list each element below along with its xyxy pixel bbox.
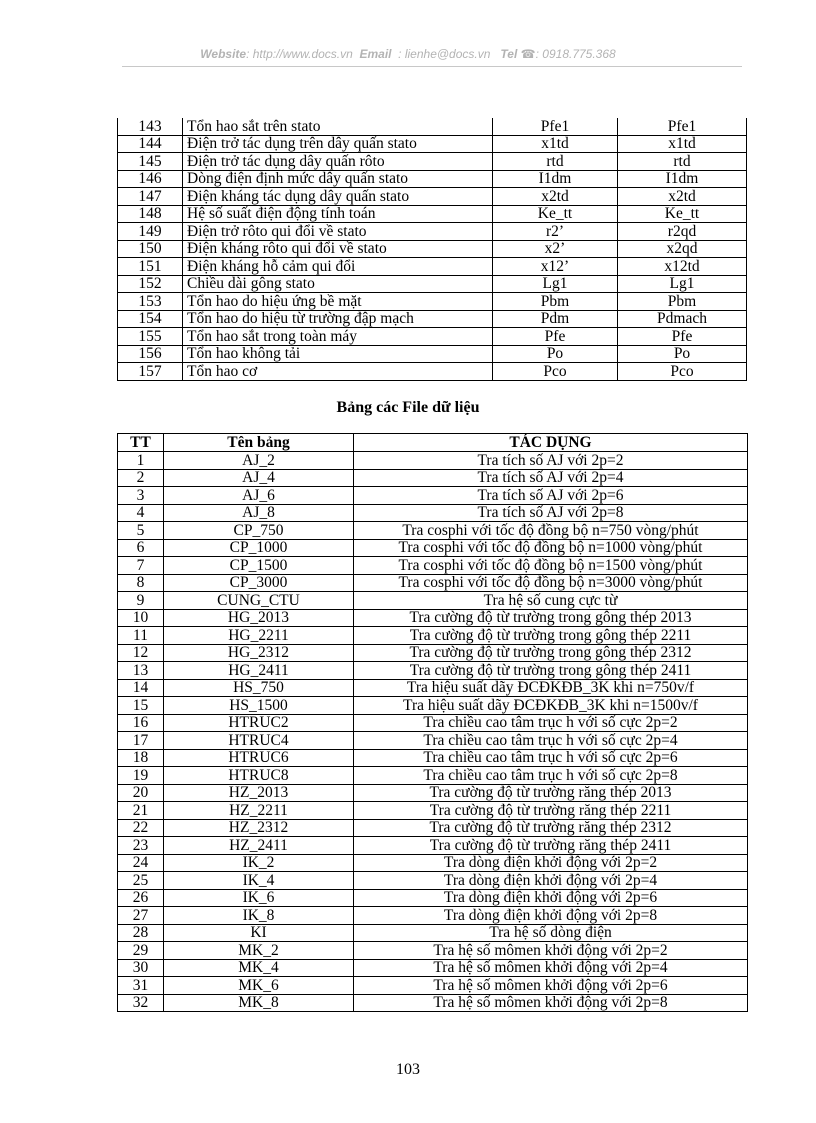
- variable-name: Pfe: [618, 328, 747, 346]
- table-row: [118, 942, 748, 960]
- variable-name: Pfe1: [618, 118, 747, 135]
- table-row: [118, 872, 748, 890]
- parameter-name: Điện kháng rôto qui đổi về stato: [183, 240, 493, 258]
- row-number: 16: [118, 714, 164, 732]
- symbol: x12’: [493, 258, 618, 276]
- symbol: x2’: [493, 240, 618, 258]
- symbol: Pdm: [493, 310, 618, 328]
- row-number: 147: [118, 188, 183, 206]
- table-row: [118, 310, 747, 328]
- table-row: [118, 592, 748, 610]
- row-number: 22: [118, 819, 164, 837]
- symbol: Ke_tt: [493, 205, 618, 223]
- row-number: 2: [118, 469, 164, 487]
- purpose: Tra cường độ từ trường răng thép 2312: [354, 819, 748, 837]
- table-name: HS_1500: [164, 697, 354, 715]
- row-number: 28: [118, 924, 164, 942]
- table-row: [118, 924, 748, 942]
- table-name: MK_6: [164, 977, 354, 995]
- table-row: [118, 679, 748, 697]
- row-number: 1: [118, 452, 164, 470]
- tel-value: : 0918.775.368: [535, 47, 616, 61]
- row-number: 4: [118, 504, 164, 522]
- symbol: I1dm: [493, 170, 618, 188]
- table-row: [118, 802, 748, 820]
- header-divider: [122, 66, 742, 67]
- phone-icon: ☎: [520, 47, 536, 61]
- table-row: [118, 452, 748, 470]
- parameter-name: Điện kháng hỗ cảm qui đổi: [183, 258, 493, 276]
- table-row: [118, 907, 748, 925]
- row-number: 24: [118, 854, 164, 872]
- symbol: r2’: [493, 223, 618, 241]
- purpose: Tra cường độ từ trường răng thép 2211: [354, 802, 748, 820]
- table-row: [118, 574, 748, 592]
- table-name: IK_6: [164, 889, 354, 907]
- row-number: 30: [118, 959, 164, 977]
- parameter-name: Điện trở tác dụng dây quấn rôto: [183, 153, 493, 171]
- row-number: 157: [118, 363, 183, 381]
- table-row: [118, 994, 748, 1012]
- table-name: KI: [164, 924, 354, 942]
- table-name: HG_2411: [164, 662, 354, 680]
- row-number: 18: [118, 749, 164, 767]
- tel-label: Tel: [500, 47, 518, 61]
- symbol: Pbm: [493, 293, 618, 311]
- table-row: [118, 118, 747, 135]
- table-row: [118, 959, 748, 977]
- row-number: 25: [118, 872, 164, 890]
- table-row: [118, 522, 748, 540]
- page-number: 103: [396, 1061, 420, 1078]
- purpose: Tra hệ số mômen khởi động với 2p=4: [354, 959, 748, 977]
- parameter-name: Chiều dài gông stato: [183, 275, 493, 293]
- purpose: Tra tích số AJ với 2p=4: [354, 469, 748, 487]
- row-number: 145: [118, 153, 183, 171]
- purpose: Tra cường độ từ trường trong gông thép 2411: [354, 662, 748, 680]
- row-number: 6: [118, 539, 164, 557]
- row-number: 26: [118, 889, 164, 907]
- parameter-table-body: [118, 118, 747, 380]
- website-label: Website: [200, 47, 247, 61]
- row-number: 7: [118, 557, 164, 575]
- table-row: [118, 749, 748, 767]
- parameter-name: Tổn hao sắt trên stato: [183, 118, 493, 135]
- parameter-name: Điện trở rôto qui đổi về stato: [183, 223, 493, 241]
- data-file-table: [117, 433, 748, 1012]
- row-number: 154: [118, 310, 183, 328]
- variable-name: Pdmach: [618, 310, 747, 328]
- table-row: [118, 345, 747, 363]
- table-row: [118, 784, 748, 802]
- row-number: 11: [118, 627, 164, 645]
- purpose: Tra tích số AJ với 2p=2: [354, 452, 748, 470]
- table-row: [118, 837, 748, 855]
- row-number: 13: [118, 662, 164, 680]
- table-name: CP_750: [164, 522, 354, 540]
- variable-name: Pbm: [618, 293, 747, 311]
- purpose: Tra cường độ từ trường trong gông thép 2312: [354, 644, 748, 662]
- variable-name: x2td: [618, 188, 747, 206]
- table-name: CUNG_CTU: [164, 592, 354, 610]
- table-row: [118, 539, 748, 557]
- table-row: [118, 609, 748, 627]
- purpose: Tra chiều cao tâm trục h với số cực 2p=2: [354, 714, 748, 732]
- purpose: Tra hiệu suất dãy ĐCĐKĐB_3K khi n=750v/f: [354, 679, 748, 697]
- table-name: HTRUC6: [164, 749, 354, 767]
- table-name: CP_3000: [164, 574, 354, 592]
- email-label: Email: [359, 47, 392, 61]
- row-number: 32: [118, 994, 164, 1012]
- parameter-name: Tổn hao do hiệu từ trường đập mạch: [183, 310, 493, 328]
- data-file-table-title: Bảng các File dữ liệu: [336, 399, 480, 416]
- variable-name: r2qd: [618, 223, 747, 241]
- table-name: AJ_8: [164, 504, 354, 522]
- table-row: [118, 188, 747, 206]
- table-row: [118, 504, 748, 522]
- data-file-table-body: [118, 452, 748, 1012]
- variable-name: Pco: [618, 363, 747, 381]
- table-name: HTRUC4: [164, 732, 354, 750]
- parameter-name: Tổn hao do hiệu ứng bề mặt: [183, 293, 493, 311]
- purpose: Tra hệ số mômen khởi động với 2p=8: [354, 994, 748, 1012]
- table-name: AJ_6: [164, 487, 354, 505]
- table-name: IK_2: [164, 854, 354, 872]
- table-row: [118, 557, 748, 575]
- table-row: [118, 644, 748, 662]
- row-number: 148: [118, 205, 183, 223]
- table-row: [118, 205, 747, 223]
- parameter-name: Điện trở tác dụng trên dây quấn stato: [183, 135, 493, 153]
- table-row: [118, 469, 748, 487]
- parameter-name: Điện kháng tác dụng dây quấn stato: [183, 188, 493, 206]
- variable-name: Ke_tt: [618, 205, 747, 223]
- symbol: x2td: [493, 188, 618, 206]
- purpose: Tra hệ số mômen khởi động với 2p=2: [354, 942, 748, 960]
- purpose: Tra dòng điện khởi động với 2p=2: [354, 854, 748, 872]
- row-number: 3: [118, 487, 164, 505]
- symbol: x1td: [493, 135, 618, 153]
- header-tt: TT: [118, 434, 164, 452]
- purpose: Tra cường độ từ trường trong gông thép 2211: [354, 627, 748, 645]
- purpose: Tra chiều cao tâm trục h với số cực 2p=6: [354, 749, 748, 767]
- table-row: [118, 627, 748, 645]
- parameter-name: Dòng điện định mức dây quấn stato: [183, 170, 493, 188]
- variable-name: x12td: [618, 258, 747, 276]
- table-row: [118, 328, 747, 346]
- variable-name: Lg1: [618, 275, 747, 293]
- table-row: [118, 819, 748, 837]
- table-row: [118, 170, 747, 188]
- purpose: Tra cosphi với tốc độ đồng bộ n=1000 vòng/phút: [354, 539, 748, 557]
- row-number: 21: [118, 802, 164, 820]
- table-row: [118, 714, 748, 732]
- table-row: [118, 293, 747, 311]
- header-purpose: TÁC DỤNG: [354, 434, 748, 452]
- purpose: Tra hệ số dòng điện: [354, 924, 748, 942]
- row-number: 146: [118, 170, 183, 188]
- table-name: MK_2: [164, 942, 354, 960]
- purpose: Tra hệ số mômen khởi động với 2p=6: [354, 977, 748, 995]
- row-number: 27: [118, 907, 164, 925]
- table-row: [118, 889, 748, 907]
- purpose: Tra hiệu suất dãy ĐCĐKĐB_3K khi n=1500v/f: [354, 697, 748, 715]
- row-number: 20: [118, 784, 164, 802]
- symbol: Pfe: [493, 328, 618, 346]
- table-row: [118, 363, 747, 381]
- purpose: Tra tích số AJ với 2p=8: [354, 504, 748, 522]
- row-number: 149: [118, 223, 183, 241]
- symbol: Po: [493, 345, 618, 363]
- table-name: MK_8: [164, 994, 354, 1012]
- table-name: IK_4: [164, 872, 354, 890]
- table-name: HG_2211: [164, 627, 354, 645]
- purpose: Tra chiều cao tâm trục h với số cực 2p=4: [354, 732, 748, 750]
- table-name: MK_4: [164, 959, 354, 977]
- table-name: HS_750: [164, 679, 354, 697]
- purpose: Tra dòng điện khởi động với 2p=8: [354, 907, 748, 925]
- table-name: AJ_4: [164, 469, 354, 487]
- table-name: HTRUC8: [164, 767, 354, 785]
- purpose: Tra dòng điện khởi động với 2p=6: [354, 889, 748, 907]
- variable-name: x1td: [618, 135, 747, 153]
- table-name: HZ_2411: [164, 837, 354, 855]
- purpose: Tra cosphi với tốc độ đồng bộ n=1500 vòng/phút: [354, 557, 748, 575]
- table-row: [118, 697, 748, 715]
- row-number: 5: [118, 522, 164, 540]
- table-name: IK_8: [164, 907, 354, 925]
- row-number: 153: [118, 293, 183, 311]
- row-number: 152: [118, 275, 183, 293]
- table-row: [118, 153, 747, 171]
- header-table-name: Tên bảng: [164, 434, 354, 452]
- table-name: HTRUC2: [164, 714, 354, 732]
- symbol: Lg1: [493, 275, 618, 293]
- table-name: AJ_2: [164, 452, 354, 470]
- purpose: Tra cường độ từ trường răng thép 2013: [354, 784, 748, 802]
- purpose: Tra cường độ từ trường răng thép 2411: [354, 837, 748, 855]
- variable-name: I1dm: [618, 170, 747, 188]
- purpose: Tra hệ số cung cực từ: [354, 592, 748, 610]
- table-row: [118, 767, 748, 785]
- parameter-name: Tổn hao sắt trong toàn máy: [183, 328, 493, 346]
- table-row: [118, 854, 748, 872]
- row-number: 31: [118, 977, 164, 995]
- row-number: 10: [118, 609, 164, 627]
- row-number: 12: [118, 644, 164, 662]
- table-name: HG_2013: [164, 609, 354, 627]
- purpose: Tra dòng điện khởi động với 2p=4: [354, 872, 748, 890]
- variable-name: Po: [618, 345, 747, 363]
- row-number: 155: [118, 328, 183, 346]
- row-number: 14: [118, 679, 164, 697]
- row-number: 150: [118, 240, 183, 258]
- symbol: Pfe1: [493, 118, 618, 135]
- row-number: 23: [118, 837, 164, 855]
- purpose: Tra cường độ từ trường trong gông thép 2013: [354, 609, 748, 627]
- table-name: CP_1500: [164, 557, 354, 575]
- row-number: 29: [118, 942, 164, 960]
- table-name: HZ_2211: [164, 802, 354, 820]
- symbol: Pco: [493, 363, 618, 381]
- data-file-table-header: [118, 434, 748, 452]
- table-row: [118, 487, 748, 505]
- row-number: 143: [118, 118, 183, 135]
- table-row: [118, 662, 748, 680]
- table-name: HZ_2312: [164, 819, 354, 837]
- table-row: [118, 275, 747, 293]
- purpose: Tra tích số AJ với 2p=6: [354, 487, 748, 505]
- table-name: CP_1000: [164, 539, 354, 557]
- row-number: 19: [118, 767, 164, 785]
- parameter-name: Tổn hao không tải: [183, 345, 493, 363]
- page-header: [0, 47, 816, 61]
- variable-name: x2qd: [618, 240, 747, 258]
- purpose: Tra chiều cao tâm trục h với số cực 2p=8: [354, 767, 748, 785]
- row-number: 151: [118, 258, 183, 276]
- website-value[interactable]: : http://www.docs.vn: [246, 47, 353, 61]
- purpose: Tra cosphi với tốc độ đồng bộ n=3000 vòng/phút: [354, 574, 748, 592]
- parameter-table: [117, 118, 747, 381]
- row-number: 15: [118, 697, 164, 715]
- symbol: rtd: [493, 153, 618, 171]
- table-name: HG_2312: [164, 644, 354, 662]
- table-row: [118, 135, 747, 153]
- parameter-name: Tổn hao cơ: [183, 363, 493, 381]
- variable-name: rtd: [618, 153, 747, 171]
- purpose: Tra cosphi với tốc độ đồng bộ n=750 vòng/phút: [354, 522, 748, 540]
- table-row: [118, 258, 747, 276]
- parameter-name: Hệ số suất điện động tính toán: [183, 205, 493, 223]
- row-number: 156: [118, 345, 183, 363]
- table-row: [118, 977, 748, 995]
- row-number: 144: [118, 135, 183, 153]
- table-row: [118, 223, 747, 241]
- row-number: 17: [118, 732, 164, 750]
- table-name: HZ_2013: [164, 784, 354, 802]
- row-number: 8: [118, 574, 164, 592]
- email-value[interactable]: : lienhe@docs.vn: [398, 47, 491, 61]
- row-number: 9: [118, 592, 164, 610]
- table-row: [118, 732, 748, 750]
- table-row: [118, 240, 747, 258]
